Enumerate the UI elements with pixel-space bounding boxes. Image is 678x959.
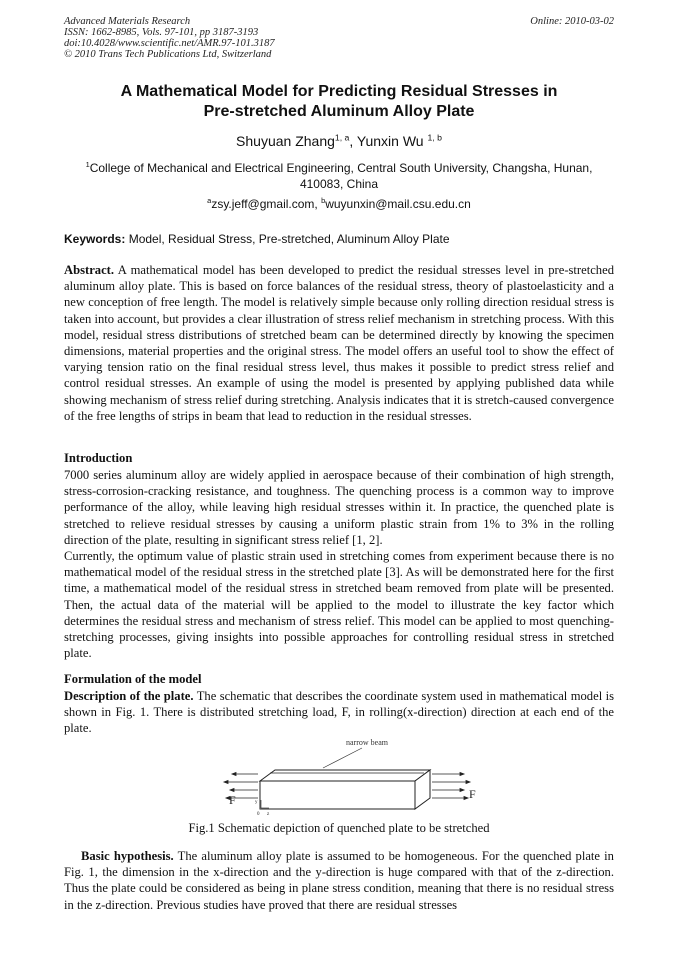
title-line-2: Pre-stretched Aluminum Alloy Plate xyxy=(203,103,475,120)
author-emails xyxy=(64,197,614,211)
email-b-sup: b xyxy=(321,196,326,205)
keywords xyxy=(64,232,614,246)
paper-title xyxy=(64,82,614,122)
affiliation xyxy=(64,160,614,192)
introduction-body xyxy=(64,467,614,661)
figure-1-plate-schematic xyxy=(220,736,510,820)
online-date: Online: 2010-03-02 xyxy=(530,16,614,27)
left-force-label: F xyxy=(229,793,236,807)
narrow-beam-leader-line xyxy=(323,748,362,768)
author-1: Shuyuan Zhang xyxy=(236,133,335,149)
section-heading-introduction: Introduction xyxy=(64,451,133,465)
author-list xyxy=(64,133,614,149)
author-2: Yunxin Wu xyxy=(356,133,428,149)
description-label: Description of the plate. xyxy=(64,689,194,703)
abstract-label: Abstract. xyxy=(64,263,115,277)
affiliation-sup: 1 xyxy=(85,160,90,169)
axis-z-label: z xyxy=(267,812,270,817)
abstract xyxy=(64,262,614,424)
basic-hypothesis xyxy=(64,848,614,913)
journal-name: Advanced Materials Research xyxy=(64,16,191,27)
intro-paragraph-1: 7000 series aluminum alloy are widely applied in aerospace because of their combination of high strength, stress-corrosion-cracking resistance, and toughness. The quenching process is a common way to improve performance of the alloy, while leaving high residual stresses within it. In practice, the quenched plate is stretched to relieve residual stresses by causing a uniform plastic strain from 1% to 3% in the rolling direction of the plate, resulting in significant stress relief [1, 2]. xyxy=(64,468,614,547)
intro-paragraph-2: Currently, the optimum value of plastic strain used in stretching comes from experiment because there is no mathematical model of the residual stress in the stretched plate [3]. As will be demonstrated here for the first time, a mathematical model of the residual stress in stretched beam removed from plate will be presented. Then, the actual data of the material will be applied to the model to illustrate the key factor which determines the residual stress and mechanism of stress relief. This model can be applied to most quenching-stretching processes, giving insights into possible approaches for controlling residual stress in stretched plate. xyxy=(64,549,614,661)
email-b: wuyunxin@mail.csu.edu.cn xyxy=(325,197,471,211)
section-heading-formulation: Formulation of the model xyxy=(64,672,202,686)
affiliation-text: College of Mechanical and Electrical Engineering, Central South University, Changsha, Hunan, 410083, China xyxy=(89,161,593,191)
right-force-label: F xyxy=(469,787,476,801)
keywords-label: Keywords: xyxy=(64,232,126,246)
axis-origin-label: 0 xyxy=(257,812,260,817)
basic-hypothesis-text: The aluminum alloy plate is assumed to be homogeneous. For the quenched plate in Fig. 1, the dimension in the x-direction and the y-direction is huge compared with that of the z-direction. Thus the plate could be considered as being in plane stress condition, meaning that there is no residual stress in the z-direction. Previous studies have proved that there are residual stresses xyxy=(64,849,614,912)
email-a: zsy.jeff@gmail.com, xyxy=(211,197,322,211)
plate-description xyxy=(64,688,614,737)
journal-header xyxy=(64,16,275,60)
abstract-text: A mathematical model has been developed to predict the residual stresses level in pre-stretched aluminum alloy plate. This is based on force balances of the residual stress, theory of plastoelasticity and a new conception of free length. The model is relatively simple because only rolling direction residual stress is taken into account, but provides a clear illustration of stress relief mechanism in stretching process. With this model, residual stress distributions of stretched beam can be determined directly by knowing the specimen dimensions, material properties and the original stress. The model offers an useful tool to show the effect of varying tension ratio on the final residual stress level, thus makes it possible to predict stress relief and control residual stresses. An example of using the model is presented by applying published data while showing mechanism of stress relief during stretching. Analysis indicates that it is stretch-caused convergence of the free lengths of strips in beam that lead to reduction in the residual stresses. xyxy=(64,263,614,423)
plate-front-face xyxy=(260,781,415,809)
narrow-beam-label: narrow beam xyxy=(346,738,388,747)
author-separator: , xyxy=(349,133,357,149)
figure-1-caption: Fig.1 Schematic depiction of quenched plate to be stretched xyxy=(188,821,490,835)
title-line-1: A Mathematical Model for Predicting Residual Stresses in xyxy=(120,83,558,100)
description-text: The schematic that describes the coordinate system used in mathematical model is shown in Fig. 1. There is distributed stretching load, F, in rolling(x-direction) direction at each end of the plate. xyxy=(64,689,614,736)
issn-line: ISSN: 1662-8985, Vols. 97-101, pp 3187-3193 xyxy=(64,27,259,38)
keywords-text: Model, Residual Stress, Pre-stretched, Aluminum Alloy Plate xyxy=(125,232,450,246)
author-2-affil-sup: 1, b xyxy=(427,132,442,143)
plate-top-face xyxy=(260,770,430,781)
email-a-sup: a xyxy=(207,196,212,205)
right-force-arrows xyxy=(432,773,470,800)
doi-line: doi:10.4028/www.scientific.net/AMR.97-101.3187 xyxy=(64,38,275,49)
copyright-line: © 2010 Trans Tech Publications Ltd, Switzerland xyxy=(64,49,272,60)
basic-hypothesis-label: Basic hypothesis. xyxy=(81,849,174,863)
author-1-affil-sup: 1, a xyxy=(334,132,350,143)
axis-y-label: y xyxy=(255,800,258,805)
